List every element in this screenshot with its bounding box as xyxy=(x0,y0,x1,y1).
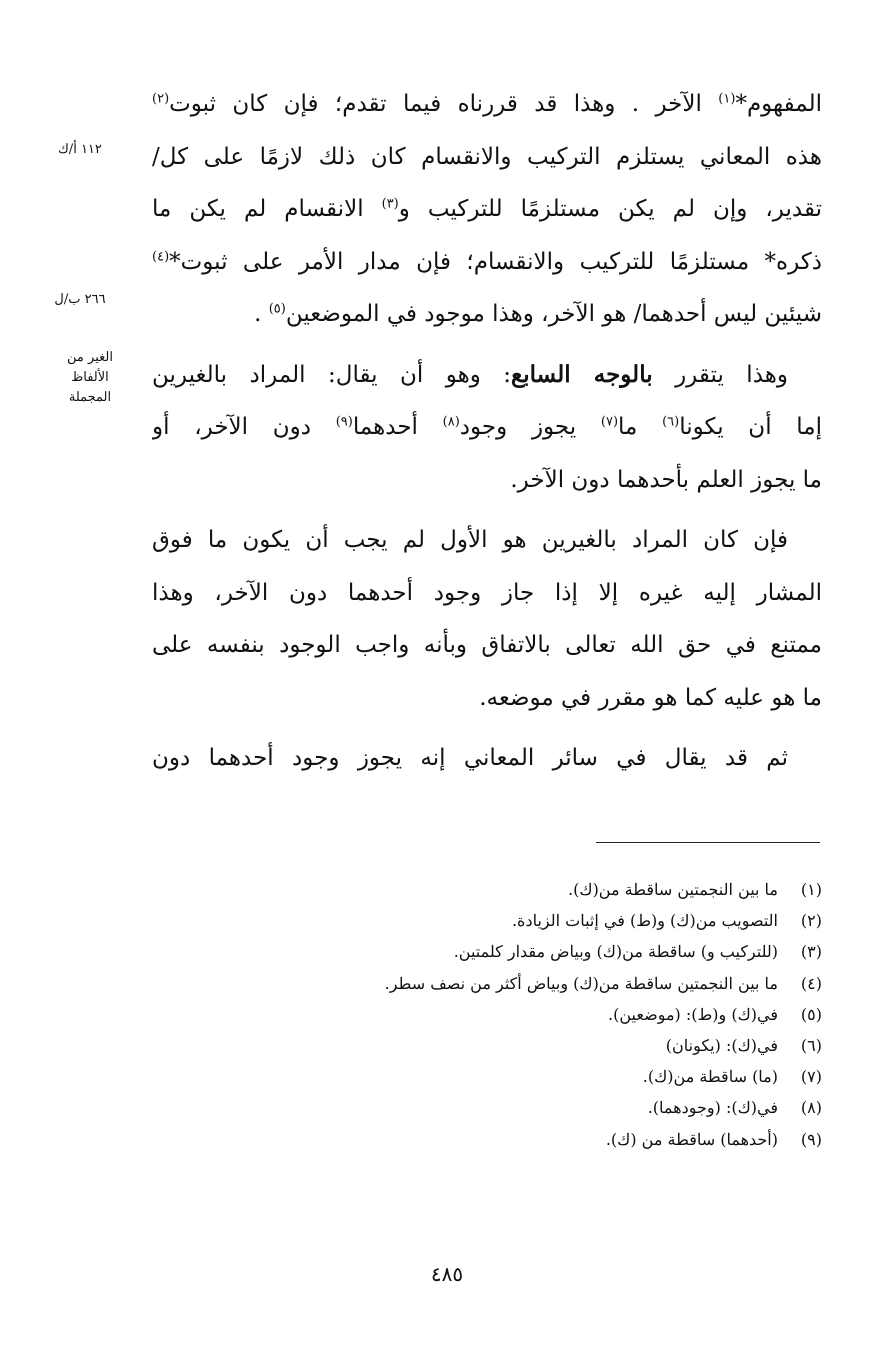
text-run: دون الآخر، أو xyxy=(152,414,336,440)
text-line xyxy=(152,78,822,131)
text-line xyxy=(152,236,822,289)
text-run: إما أن يكونا xyxy=(679,414,822,440)
footnote-text: في(ك): (يكونان) xyxy=(665,1036,778,1056)
text-line xyxy=(152,349,822,402)
text-run: ما xyxy=(618,414,663,440)
bold-heading: بالوجه السابع xyxy=(511,360,653,388)
footnote-text: (للتركيب و) ساقطة من(ك) وبياض مقدار كلمتين. xyxy=(453,942,778,962)
footnote-ref: (٨) xyxy=(442,414,460,430)
footnote-ref: (٥) xyxy=(268,301,286,317)
footnote xyxy=(122,968,822,999)
footnote-ref: (٦) xyxy=(662,414,680,430)
footnote-separator xyxy=(596,842,820,843)
footnote-text: في(ك): (وجودهما). xyxy=(647,1098,778,1118)
text-run: أحدهما xyxy=(352,414,443,440)
margin-note-manuscript-ref: ٢٦٦ ب/ل xyxy=(54,292,106,307)
margin-note-manuscript-ref: ١١٢ أ/ك xyxy=(58,142,102,157)
text-run: : وهو أن يقال: المراد بالغيرين xyxy=(152,361,512,388)
footnotes xyxy=(122,874,822,1155)
footnote xyxy=(122,999,822,1030)
footnote xyxy=(122,1092,822,1123)
footnote-number: (٧) xyxy=(800,1067,822,1087)
footnote-ref: (١) xyxy=(718,91,736,107)
footnote-ref: (٢) xyxy=(152,91,170,107)
paragraph-3 xyxy=(152,514,822,724)
footnote-ref: (٧) xyxy=(600,414,619,430)
footnote xyxy=(122,936,822,967)
footnote-text: في(ك) و(ط): (موضعين). xyxy=(608,1004,778,1024)
text-run: المفهوم* xyxy=(735,91,822,117)
footnote xyxy=(122,905,822,936)
text-run: شيئين ليس أحدهما/ هو الآخر، وهذا موجود في الموضعين xyxy=(285,301,822,327)
text-run: وهذا يتقرر xyxy=(652,361,789,388)
footnote-text: ما بين النجمتين ساقطة من(ك) وبياض أكثر من نصف سطر. xyxy=(384,973,778,993)
text-run: تقدير، وإن لم يكن مستلزمًا للتركيب و xyxy=(398,196,822,222)
text-run: . xyxy=(254,301,269,327)
footnote-number: (٥) xyxy=(800,1004,822,1024)
footnote-number: (١) xyxy=(800,880,822,899)
text-line xyxy=(152,401,822,454)
text-line xyxy=(152,183,822,236)
main-text xyxy=(152,78,822,785)
footnote-text: التصويب من(ك) و(ط) في إثبات الزيادة. xyxy=(511,911,778,931)
text-line: ما هو عليه كما هو مقرر في موضعه. xyxy=(479,684,822,711)
footnote xyxy=(122,1124,822,1155)
text-run: يجوز وجود xyxy=(459,414,601,440)
margin-note-topic: الغير من الألفاظ المجملة xyxy=(67,350,113,405)
text-line: ثم قد يقال في سائر المعاني إنه يجوز وجود أحدهما دون xyxy=(152,745,788,771)
text-run: ذكره* مستلزمًا للتركيب والانقسام؛ فإن مدار الأمر على ثبوت* xyxy=(169,248,822,275)
footnote-ref: (٩) xyxy=(335,414,353,430)
footnote-number: (٨) xyxy=(800,1098,822,1118)
text-line: هذه المعاني يستلزم التركيب والانقسام كان ذلك لازمًا على كل/ xyxy=(152,143,822,170)
footnote-number: (٦) xyxy=(800,1036,822,1056)
footnote-number: (٩) xyxy=(800,1129,822,1149)
text-line: ممتنع في حق الله تعالى بالاتفاق وبأنه واجب الوجود بنفسه على xyxy=(152,632,822,658)
footnote xyxy=(122,1061,822,1092)
footnote-text: (ما) ساقطة من(ك). xyxy=(642,1067,778,1087)
footnote-number: (٢) xyxy=(800,911,822,931)
footnote-ref: (٣) xyxy=(381,196,399,212)
footnote-number: (٣) xyxy=(800,942,822,962)
text-line: ما يجوز العلم بأحدهما دون الآخر. xyxy=(510,466,822,493)
footnote-number: (٤) xyxy=(800,973,822,993)
text-run: الانقسام لم يكن ما xyxy=(152,196,382,222)
text-line xyxy=(152,288,822,341)
footnote xyxy=(122,1030,822,1061)
paragraph-1 xyxy=(152,78,822,341)
footnote-ref: (٤) xyxy=(152,248,170,264)
text-line: المشار إليه غيره إلا إذا جاز وجود أحدهما دون الآخر، وهذا xyxy=(152,579,822,606)
footnote-text: (أحدهما) ساقطة من (ك). xyxy=(605,1129,778,1149)
text-run: الآخر . وهذا قد قررناه فيما تقدم؛ فإن كان ثبوت xyxy=(169,91,719,117)
paragraph-4 xyxy=(152,732,822,785)
paragraph-2 xyxy=(152,349,822,507)
footnote-text: ما بين النجمتين ساقطة من(ك). xyxy=(568,880,778,899)
text-line: فإن كان المراد بالغيرين هو الأول لم يجب أن يكون ما فوق xyxy=(152,527,788,553)
page-number: ٤٨٥ xyxy=(430,1262,464,1286)
footnote xyxy=(122,874,822,905)
